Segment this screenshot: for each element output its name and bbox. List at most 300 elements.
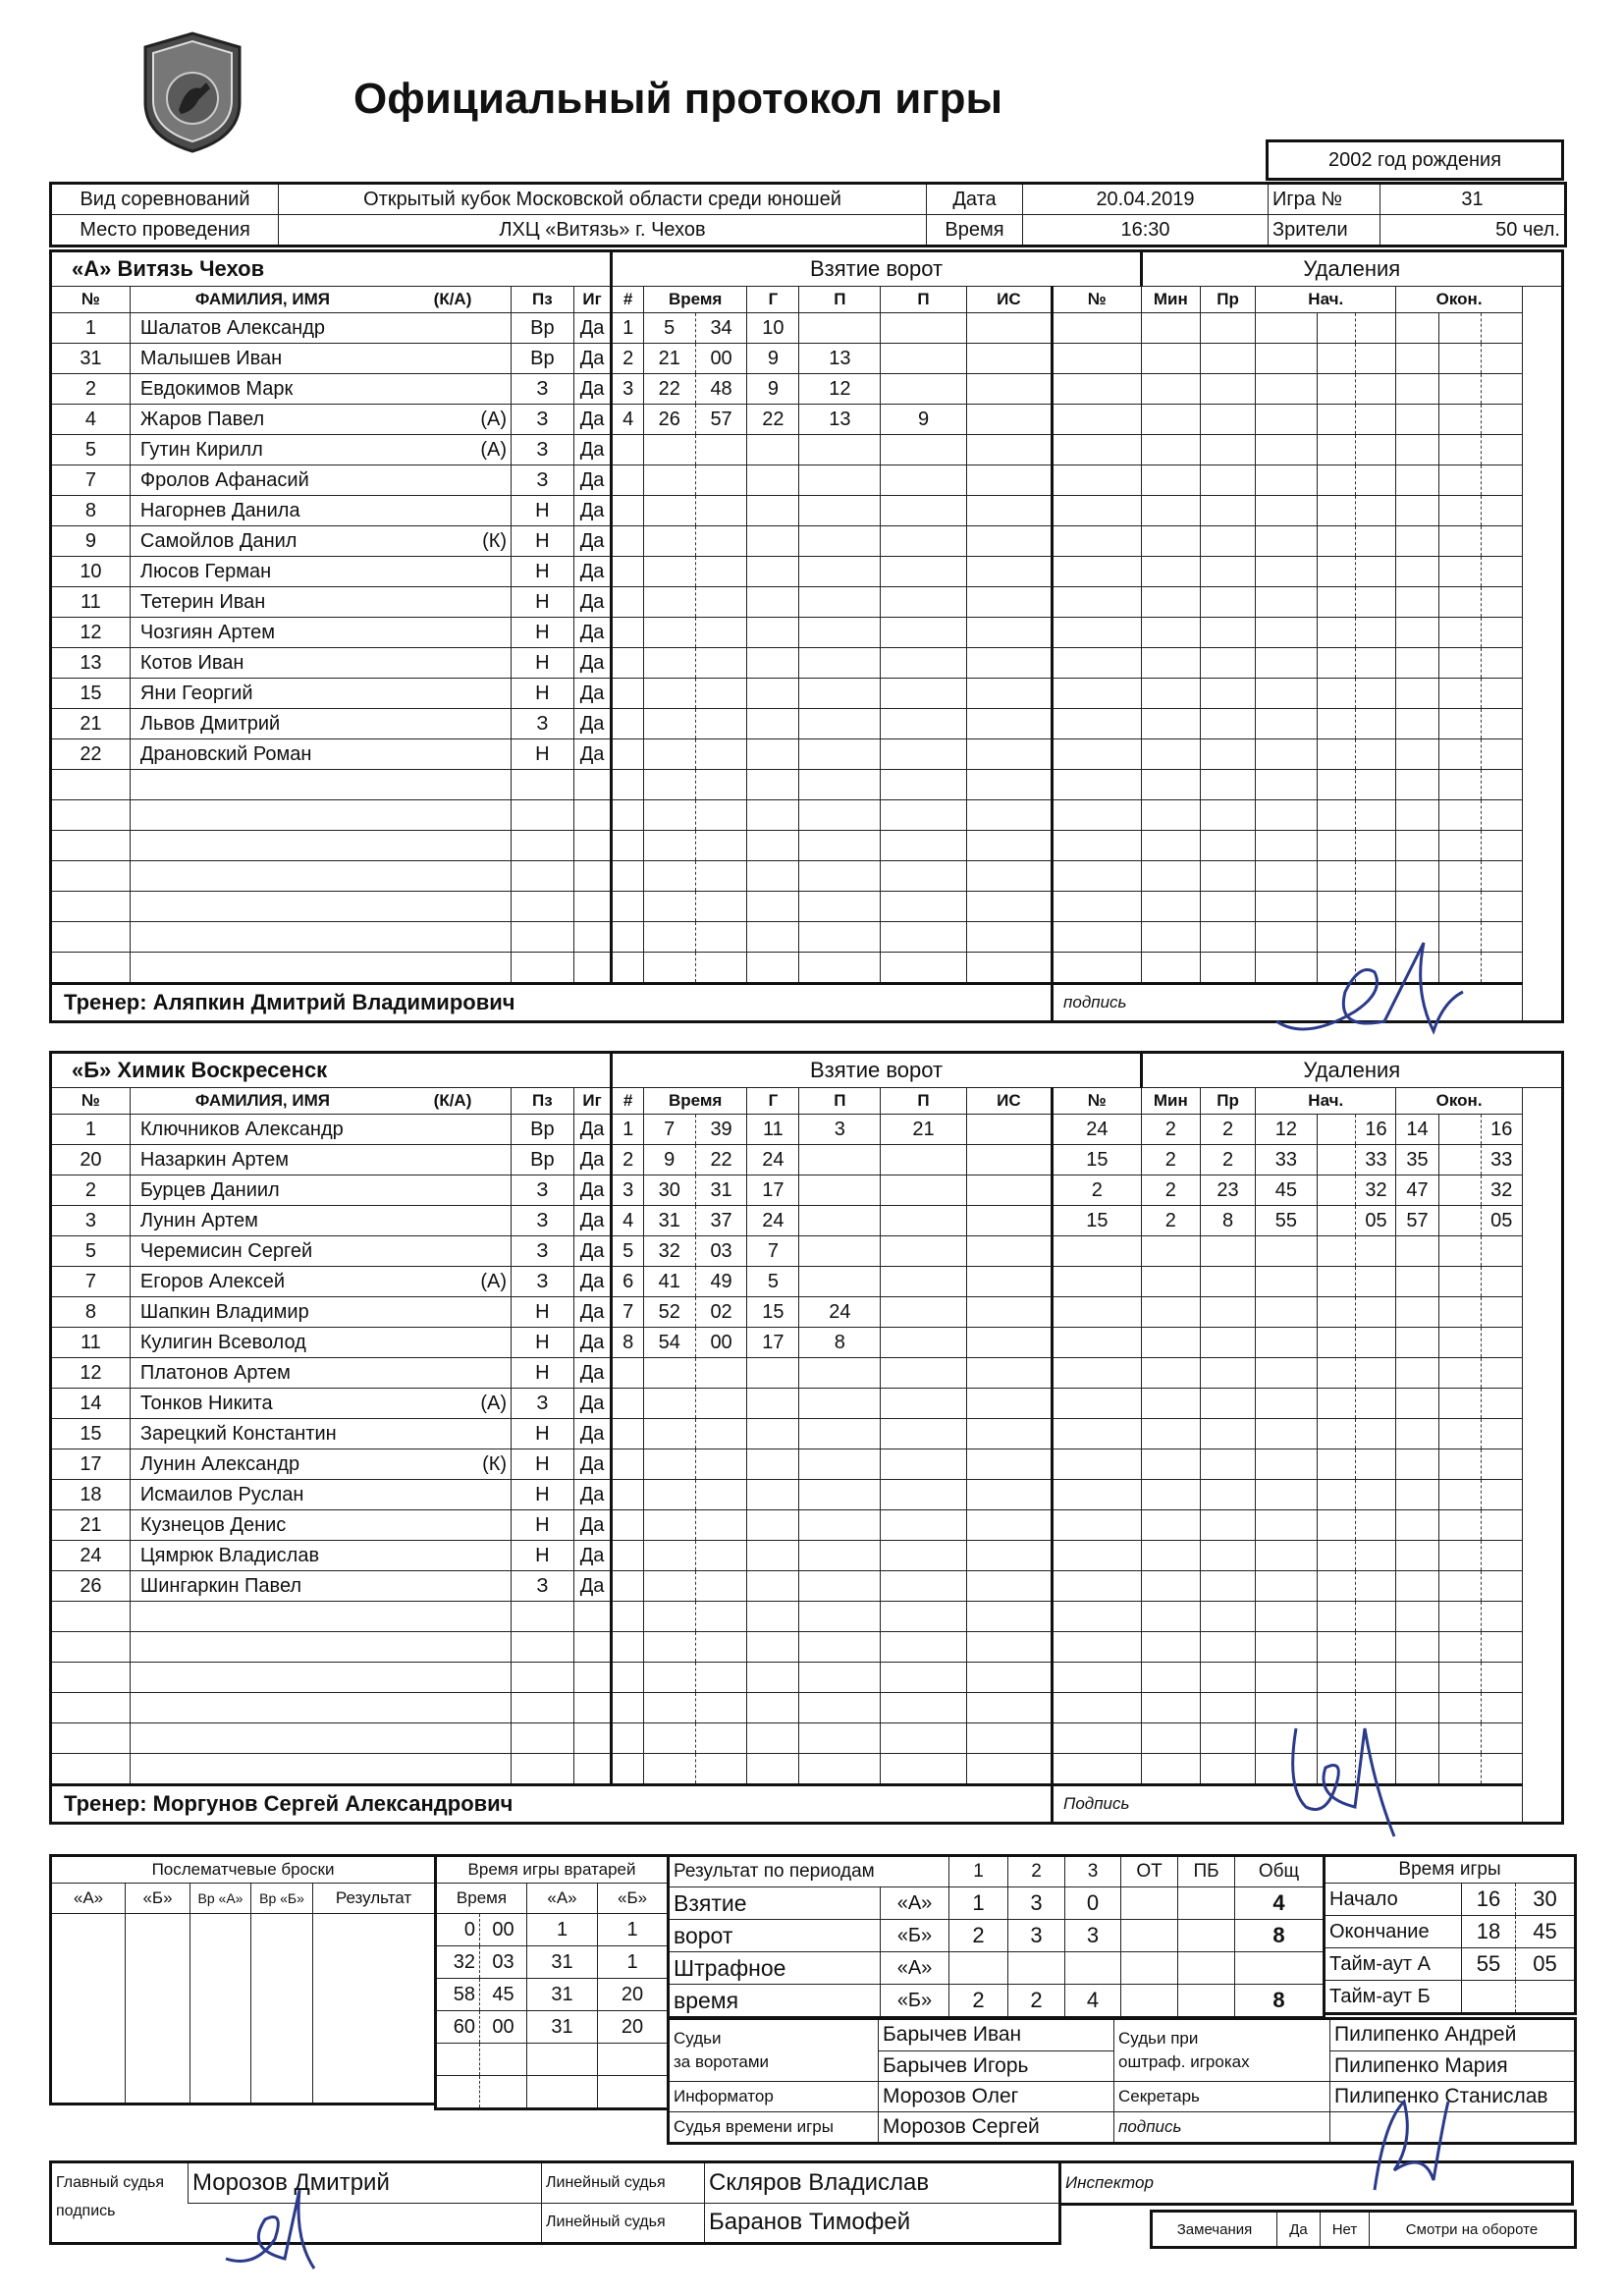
goal-assist-1 <box>799 557 881 587</box>
penalty-start-sep <box>1317 496 1356 526</box>
gk-minute: 60 <box>436 2011 480 2044</box>
protocol-row <box>51 557 1563 587</box>
penalty-player <box>1053 435 1142 465</box>
col-header-no: № <box>51 1088 131 1115</box>
player-name: Ключников Александр <box>130 1115 395 1145</box>
goal-scorer <box>747 800 799 831</box>
penalty-end-sep <box>1438 709 1481 739</box>
penalty-player: 15 <box>1053 1145 1142 1175</box>
protocol-row <box>51 1145 1563 1175</box>
player-name: Малышев Иван <box>130 344 395 374</box>
goal-scorer <box>747 648 799 679</box>
goal-scorer <box>747 1358 799 1389</box>
period-value: 2 <box>949 1985 1008 2018</box>
time-value: 16:30 <box>1023 215 1269 246</box>
goal-second <box>695 800 747 831</box>
goal-number <box>612 861 643 892</box>
penalty-end-min <box>1396 1510 1438 1541</box>
goal-minute <box>643 800 695 831</box>
penalty-player <box>1053 648 1142 679</box>
penalty-minutes <box>1141 1571 1200 1602</box>
goal-assist-1 <box>799 1206 881 1236</box>
penalty-end-sec <box>1481 435 1522 465</box>
penalty-minutes <box>1141 1358 1200 1389</box>
goal-assist-2 <box>881 1145 966 1175</box>
player-name: Цямрюк Владислав <box>130 1541 395 1571</box>
goal-second: 02 <box>695 1297 747 1328</box>
team-b-coach-signature <box>1276 1709 1424 1856</box>
player-number <box>51 953 131 984</box>
goal-second <box>695 953 747 984</box>
goal-minute: 31 <box>643 1206 695 1236</box>
penalty-start-sep <box>1317 1602 1356 1632</box>
period-value <box>1121 1952 1178 1985</box>
penalty-player <box>1053 1754 1142 1785</box>
penalty-player <box>1053 1510 1142 1541</box>
goal-assist-2 <box>881 831 966 861</box>
player-name: Шалатов Александр <box>130 313 395 344</box>
player-played <box>573 1723 612 1754</box>
player-played: Да <box>573 679 612 709</box>
player-position: З <box>512 1236 574 1267</box>
player-role <box>395 1663 512 1693</box>
player-role <box>395 800 512 831</box>
period-results-table <box>667 1854 1325 2019</box>
goal-is <box>966 526 1052 557</box>
goal-minute: 5 <box>643 313 695 344</box>
secretary-label: Секретарь <box>1114 2082 1330 2112</box>
gk-minute <box>436 2076 480 2109</box>
player-played <box>573 953 612 984</box>
penalty-start-min <box>1256 861 1318 892</box>
player-position: Вр <box>512 313 574 344</box>
penalty-reason <box>1201 1510 1256 1541</box>
penalty-minutes <box>1141 1480 1200 1510</box>
player-played: Да <box>573 374 612 405</box>
penalty-start-min <box>1256 1571 1318 1602</box>
goal-assist-2 <box>881 1571 966 1602</box>
penalty-minutes <box>1141 1663 1200 1693</box>
player-played <box>573 1754 612 1785</box>
penalty-end-sec <box>1481 1419 1522 1449</box>
goal-assist-1 <box>799 861 881 892</box>
penalty-minutes <box>1141 496 1200 526</box>
penalty-start-sec <box>1356 1389 1396 1419</box>
player-position <box>512 800 574 831</box>
penalty-minutes <box>1141 739 1200 770</box>
goal-is <box>966 861 1052 892</box>
player-name <box>130 800 395 831</box>
period-value: 3 <box>1008 1920 1065 1952</box>
goal-assist-2 <box>881 496 966 526</box>
goal-assist-1 <box>799 770 881 800</box>
coach-name: Тренер: Аляпкин Дмитрий Владимирович <box>51 984 1053 1022</box>
player-role: (А) <box>395 1389 512 1419</box>
penalty-start-sec <box>1356 709 1396 739</box>
player-position: Н <box>512 557 574 587</box>
player-role <box>395 922 512 953</box>
col-header-penalty-no: № <box>1053 1088 1142 1115</box>
penalty-minutes: 2 <box>1141 1175 1200 1206</box>
goal-assist-1 <box>799 465 881 496</box>
penalty-end-sec <box>1481 1389 1522 1419</box>
protocol-row <box>51 313 1563 344</box>
col-header-pos: Пз <box>512 1088 574 1115</box>
protocol-row <box>51 861 1563 892</box>
player-role <box>395 557 512 587</box>
goal-number <box>612 831 643 861</box>
player-role <box>395 861 512 892</box>
player-played <box>573 1693 612 1723</box>
penalty-start-sep <box>1317 1297 1356 1328</box>
penalty-player <box>1053 557 1142 587</box>
goal-scorer: 9 <box>747 374 799 405</box>
goal-is <box>966 800 1052 831</box>
penalty-minutes: 2 <box>1141 1206 1200 1236</box>
player-role <box>395 1328 512 1358</box>
player-played: Да <box>573 587 612 618</box>
goal-assist-2 <box>881 587 966 618</box>
goal-minute: 54 <box>643 1328 695 1358</box>
goal-minute <box>643 1541 695 1571</box>
goal-number <box>612 1449 643 1480</box>
penalty-start-sec <box>1356 679 1396 709</box>
penalty-start-min: 12 <box>1256 1115 1318 1145</box>
penalty-minutes <box>1141 1510 1200 1541</box>
protocol-row <box>51 1358 1563 1389</box>
goal-second <box>695 1541 747 1571</box>
team-a-coach-signature <box>1267 933 1483 1061</box>
gk-a: 31 <box>527 1979 598 2011</box>
penalty-end-sec <box>1481 1358 1522 1389</box>
player-position <box>512 1602 574 1632</box>
goal-is <box>966 770 1052 800</box>
player-played: Да <box>573 1419 612 1449</box>
player-role <box>395 1632 512 1663</box>
remarks-see-back: Смотри на обороте <box>1370 2212 1576 2248</box>
penalty-reason <box>1201 770 1256 800</box>
shootout-table <box>49 1854 437 2105</box>
player-role: (А) <box>395 405 512 435</box>
goal-scorer <box>747 557 799 587</box>
goal-is <box>966 618 1052 648</box>
penalty-start-sep <box>1317 679 1356 709</box>
player-number: 11 <box>51 587 131 618</box>
shootout-cell <box>51 2071 126 2105</box>
goal-minute <box>643 526 695 557</box>
penalty-start-sec <box>1356 861 1396 892</box>
penalty-start-sec <box>1356 1328 1396 1358</box>
penalty-start-min <box>1256 1663 1318 1693</box>
player-number: 5 <box>51 1236 131 1267</box>
shootout-col-b: «Б» <box>126 1884 190 1914</box>
goal-is <box>966 1358 1052 1389</box>
shootout-cell <box>190 1977 251 2008</box>
player-position: Вр <box>512 1115 574 1145</box>
player-position <box>512 1663 574 1693</box>
player-role <box>395 1297 512 1328</box>
col-header-penalty-min: Мин <box>1141 1088 1200 1115</box>
player-role <box>395 344 512 374</box>
penalty-player <box>1053 313 1142 344</box>
penalty-end-sec <box>1481 1480 1522 1510</box>
goal-is <box>966 557 1052 587</box>
penalty-start-min <box>1256 465 1318 496</box>
protocol-row <box>51 892 1563 922</box>
player-number <box>51 1602 131 1632</box>
penalty-start-sec <box>1356 1541 1396 1571</box>
goal-is <box>966 892 1052 922</box>
penalty-end-min <box>1396 709 1438 739</box>
col-header-assist-1: П <box>799 1088 881 1115</box>
penalty-start-sec: 33 <box>1356 1145 1396 1175</box>
penalty-start-sep <box>1317 1419 1356 1449</box>
penalty-reason <box>1201 679 1256 709</box>
goal-number: 5 <box>612 1236 643 1267</box>
player-role <box>395 679 512 709</box>
penalty-minutes <box>1141 557 1200 587</box>
goal-scorer <box>747 1419 799 1449</box>
penalty-reason <box>1201 1754 1256 1785</box>
gk-a: 31 <box>527 1946 598 1979</box>
player-role <box>395 1480 512 1510</box>
penalty-end-sep <box>1438 1510 1481 1541</box>
shootout-cell <box>126 2040 190 2071</box>
player-position <box>512 770 574 800</box>
goal-is <box>966 922 1052 953</box>
protocol-row <box>51 1236 1563 1267</box>
goal-second <box>695 1693 747 1723</box>
penalty-end-min <box>1396 1267 1438 1297</box>
penalty-player <box>1053 770 1142 800</box>
goal-second: 03 <box>695 1236 747 1267</box>
player-played: Да <box>573 526 612 557</box>
protocol-row <box>51 1115 1563 1145</box>
goal-assist-2 <box>881 892 966 922</box>
goal-is <box>966 953 1052 984</box>
goal-minute <box>643 1358 695 1389</box>
goal-minute: 30 <box>643 1175 695 1206</box>
penalty-end-min <box>1396 465 1438 496</box>
penalty-start-min <box>1256 1419 1318 1449</box>
player-name <box>130 953 395 984</box>
goal-number <box>612 739 643 770</box>
goal-number: 1 <box>612 1115 643 1145</box>
player-role <box>395 1723 512 1754</box>
date-value: 20.04.2019 <box>1023 184 1269 215</box>
game-info-table <box>49 182 1567 247</box>
shootout-cell <box>251 1945 313 1977</box>
player-played: Да <box>573 1145 612 1175</box>
penalty-end-min <box>1396 435 1438 465</box>
goal-assist-2 <box>881 618 966 648</box>
penalty-minutes <box>1141 587 1200 618</box>
game-time-second: 45 <box>1516 1916 1576 1948</box>
player-number <box>51 770 131 800</box>
player-name: Фролов Афанасий <box>130 465 395 496</box>
game-time-minute: 18 <box>1462 1916 1516 1948</box>
goal-scorer <box>747 892 799 922</box>
gk-b: 1 <box>598 1946 669 1979</box>
game-time-label: Тайм-аут Б <box>1325 1981 1462 2014</box>
player-role <box>395 313 512 344</box>
player-played: Да <box>573 557 612 587</box>
penalty-start-sec <box>1356 1602 1396 1632</box>
goal-assist-1 <box>799 648 881 679</box>
protocol-row <box>51 1297 1563 1328</box>
goal-assist-2 <box>881 1419 966 1449</box>
penalty-end-sec <box>1481 1754 1522 1785</box>
penalty-start-min <box>1256 739 1318 770</box>
penalty-minutes <box>1141 1541 1200 1571</box>
penalty-reason <box>1201 892 1256 922</box>
goal-scorer <box>747 1723 799 1754</box>
penalty-player <box>1053 1267 1142 1297</box>
col-header-no: № <box>51 287 131 313</box>
penalty-minutes <box>1141 679 1200 709</box>
penalty-player <box>1053 496 1142 526</box>
col-header-assist-1: П <box>799 287 881 313</box>
penalty-start-sep <box>1317 709 1356 739</box>
player-position: Н <box>512 1449 574 1480</box>
penalty-end-sec <box>1481 526 1522 557</box>
protocol-row <box>51 496 1563 526</box>
goal-minute: 22 <box>643 374 695 405</box>
goal-second <box>695 1754 747 1785</box>
penalty-player <box>1053 1236 1142 1267</box>
penalty-end-min: 57 <box>1396 1206 1438 1236</box>
penalty-reason <box>1201 405 1256 435</box>
protocol-row <box>51 1175 1563 1206</box>
col-header-play: Иг <box>573 287 612 313</box>
goal-scorer <box>747 1541 799 1571</box>
goal-is <box>966 1297 1052 1328</box>
player-name: Жаров Павел <box>130 405 395 435</box>
player-name: Чозгиян Артем <box>130 618 395 648</box>
penalty-minutes: 2 <box>1141 1115 1200 1145</box>
player-number <box>51 922 131 953</box>
penalty-end-min: 14 <box>1396 1115 1438 1145</box>
protocol-row <box>51 1449 1563 1480</box>
period-value <box>1121 1985 1178 2018</box>
goal-is <box>966 1510 1052 1541</box>
goal-is <box>966 435 1052 465</box>
goal-assist-2 <box>881 770 966 800</box>
penalty-end-sec <box>1481 405 1522 435</box>
penalty-start-sec <box>1356 1419 1396 1449</box>
goal-assist-2 <box>881 1693 966 1723</box>
penalty-start-sec <box>1356 557 1396 587</box>
penalty-end-sec: 05 <box>1481 1206 1522 1236</box>
protocol-row <box>51 1389 1563 1419</box>
shootout-col-gk-b: Вр «Б» <box>251 1884 313 1914</box>
timekeeper-label: Судья времени игры <box>669 2112 879 2144</box>
penalty-player <box>1053 831 1142 861</box>
col-header-goal-time: Время <box>643 1088 747 1115</box>
penalty-end-sep <box>1438 1236 1481 1267</box>
penalty-start-sep <box>1317 1358 1356 1389</box>
goal-second <box>695 1358 747 1389</box>
penalty-end-min <box>1396 648 1438 679</box>
goal-scorer: 24 <box>747 1145 799 1175</box>
player-position: Н <box>512 1419 574 1449</box>
goal-second: 22 <box>695 1145 747 1175</box>
player-number: 15 <box>51 1419 131 1449</box>
shootout-col-result: Результат <box>313 1884 436 1914</box>
penalty-reason <box>1201 526 1256 557</box>
goal-number <box>612 1632 643 1663</box>
penalty-start-sec: 05 <box>1356 1206 1396 1236</box>
goal-is <box>966 465 1052 496</box>
period-value: 0 <box>1065 1887 1121 1920</box>
player-name: Бурцев Даниил <box>130 1175 395 1206</box>
goal-assist-2 <box>881 1510 966 1541</box>
shootout-cell <box>126 1945 190 1977</box>
goal-assist-2 <box>881 374 966 405</box>
game-time-label: Тайм-аут А <box>1325 1948 1462 1981</box>
penalty-minutes <box>1141 709 1200 739</box>
col-header-is: ИС <box>966 287 1052 313</box>
penalty-start-min <box>1256 405 1318 435</box>
penalty-start-min <box>1256 1449 1318 1480</box>
player-position: Н <box>512 648 574 679</box>
player-number: 3 <box>51 1206 131 1236</box>
goal-minute <box>643 1480 695 1510</box>
team-title: «Б» Химик Воскресенск <box>51 1053 612 1088</box>
penalty-end-sep <box>1438 526 1481 557</box>
player-name: Платонов Артем <box>130 1358 395 1389</box>
player-name <box>130 892 395 922</box>
game-time-second: 05 <box>1516 1948 1576 1981</box>
player-name <box>130 1693 395 1723</box>
penalty-start-sep <box>1317 526 1356 557</box>
goal-minute <box>643 1419 695 1449</box>
shootout-cell <box>51 1914 126 1946</box>
game-number-value: 31 <box>1380 184 1566 215</box>
penalty-end-min <box>1396 1419 1438 1449</box>
player-role <box>395 496 512 526</box>
goal-assist-1 <box>799 800 881 831</box>
penalty-minutes <box>1141 313 1200 344</box>
penalty-end-min <box>1396 496 1438 526</box>
player-position <box>512 861 574 892</box>
goal-scorer <box>747 526 799 557</box>
player-role <box>395 1115 512 1145</box>
main-referee-value: Морозов Дмитрий <box>189 2162 542 2204</box>
penalty-start-min <box>1256 374 1318 405</box>
penalty-end-sep <box>1438 1267 1481 1297</box>
gk-a <box>527 2044 598 2076</box>
player-name: Исмаилов Руслан <box>130 1480 395 1510</box>
period-value: 4 <box>1235 1887 1325 1920</box>
goal-number <box>612 648 643 679</box>
penalty-end-min <box>1396 1571 1438 1602</box>
penalty-reason <box>1201 831 1256 861</box>
goal-assist-1 <box>799 526 881 557</box>
goal-minute <box>643 1510 695 1541</box>
player-name: Лунин Артем <box>130 1206 395 1236</box>
penalty-reason <box>1201 618 1256 648</box>
player-position <box>512 922 574 953</box>
penalty-start-min <box>1256 526 1318 557</box>
penalty-minutes <box>1141 1754 1200 1785</box>
penalty-end-sep <box>1438 405 1481 435</box>
player-number: 8 <box>51 1297 131 1328</box>
goal-assist-1: 13 <box>799 344 881 374</box>
period-value: 3 <box>1065 1920 1121 1952</box>
goal-number <box>612 1723 643 1754</box>
penalty-player: 15 <box>1053 1206 1142 1236</box>
